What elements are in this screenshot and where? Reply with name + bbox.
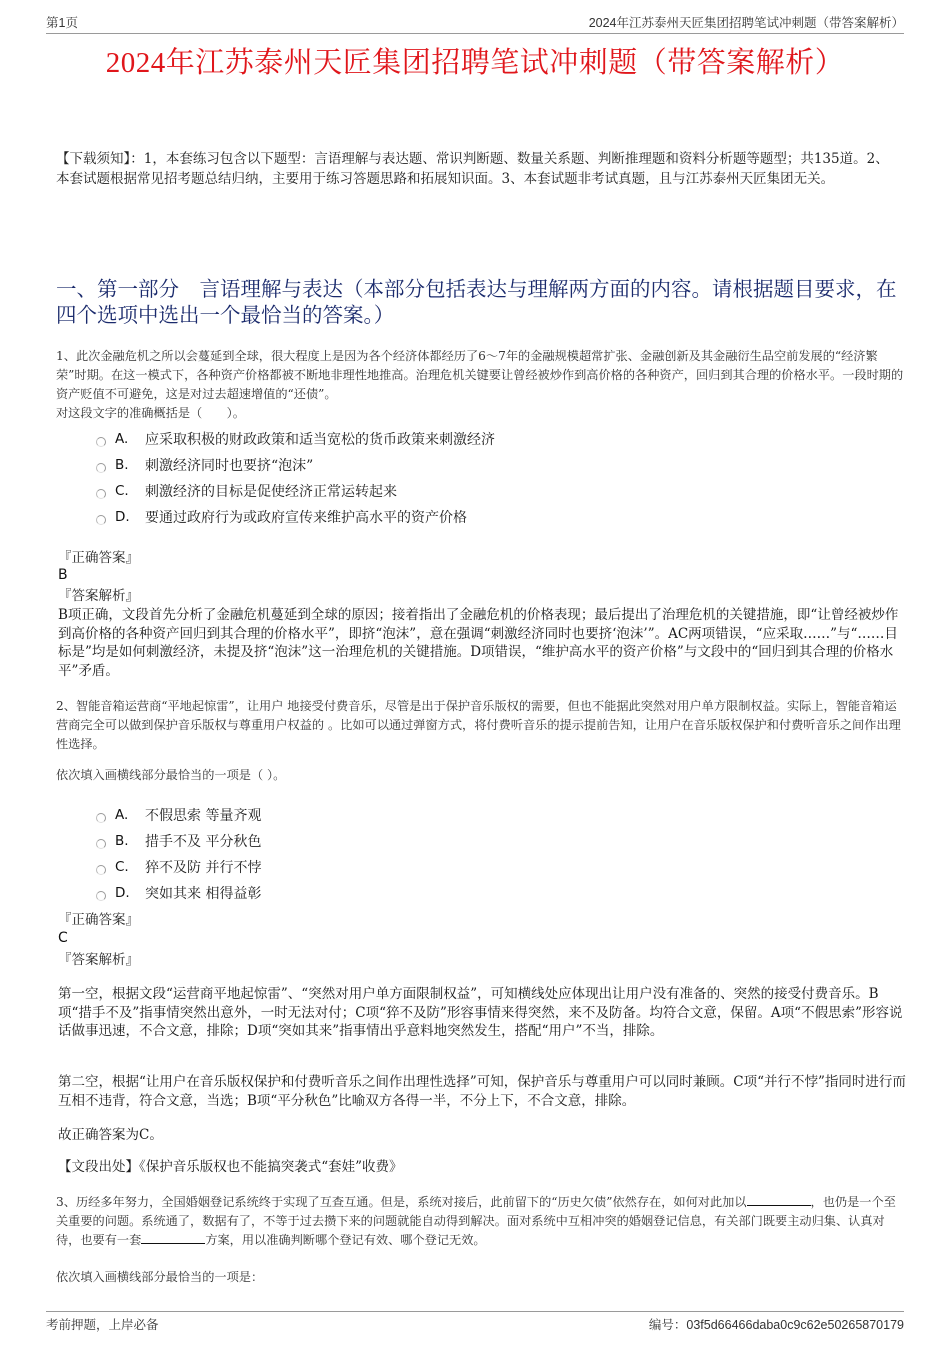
- question-1-options: [96, 426, 495, 530]
- question-2-analysis-para-2: 第二空，根据“让用户在音乐版权保护和付费听音乐之间作出理性选择”可知，保护音乐与尊重用户可以同时兼顾。C项“并行不悖”指同时进行而互相不违背，符合文意，当选；B项“平分秋色”比喻双方各得一半，不分上下，不合文意，排除。: [58, 1074, 906, 1109]
- radio-icon[interactable]: [96, 437, 106, 447]
- question-1-option-c[interactable]: C. 刺激经济的目标是促使经济正常运转起来: [96, 478, 495, 504]
- question-1-option-b[interactable]: B. 刺激经济同时也要挤“泡沫”: [96, 452, 495, 478]
- question-2-answer: C: [58, 930, 68, 946]
- fill-blank-1: [747, 1194, 811, 1206]
- page-footer: [46, 1311, 904, 1335]
- question-1-text: 1、此次金融危机之所以会蔓延到全球，很大程度上是因为各个经济体都经历了6～7年的金融规模超常扩张、金融创新及其金融衍生品空前发展的“经济繁荣”时期。在这一模式下，各种资产价格都被不断地非理性地推高。治理危机关键要让曾经被炒作到高价格的各种资产，回归到其合理的价格水平。一段时期的资产贬值不可避免，这是对过去超速增值的“还债”。: [56, 349, 904, 401]
- document-id: 编号：03f5d66466daba0c9c62e50265870179: [648, 1318, 904, 1332]
- question-1-stem: [56, 347, 906, 423]
- radio-icon[interactable]: [96, 891, 106, 901]
- question-1-prompt: 对这段文字的准确概括是（ ）。: [56, 406, 245, 420]
- question-1-analysis: B项正确，文段首先分析了金融危机蔓延到全球的原因；接着指出了金融危机的价格表现；最后提出了治理危机的关键措施，即“让曾经被炒作到高价格的各种资产回归到其合理的价格水平”，即挤“泡沫”，意在强调“刺激经济同时也要挤‘泡沫’”。AC两项错误，“应采取……”与“……目标是”均是如何刺激经济，未提及挤“泡沫”这一治理危机的关键措施。D项错误，“维护高水平的资产价格”与文段中的“回归到其合理的价格水平”矛盾。: [58, 607, 899, 679]
- question-2-option-c[interactable]: C. 猝不及防 并行不悖: [96, 854, 261, 880]
- question-1-option-a[interactable]: A. 应采取积极的财政政策和适当宽松的货币政策来刺激经济: [96, 426, 495, 452]
- question-2-analysis-label: 『答案解析』: [58, 952, 139, 968]
- question-2-analysis-para-1: 第一空，根据文段“运营商平地起惊雷”、“突然对用户单方面限制权益”，可知横线处应体现出让用户没有准备的、突然的接受付费音乐。B项“措手不及”指事情突然出意外，一时无法对付；C项“猝不及防”形容事情来得突然，来不及防备。均符合文意，保留。A项“不假思索”形容说话做事迅速，不合文意，排除；D项“突如其来”指事情出乎意料地突然发生，搭配“用户”不当，排除。: [58, 986, 903, 1039]
- section-heading: 一、第一部分 言语理解与表达（本部分包括表达与理解两方面的内容。请根据题目要求，在四个选项中选出一个最恰当的答案。）: [56, 277, 897, 327]
- document-title: 2024年江苏泰州天匠集团招聘笔试冲刺题（带答案解析）: [105, 47, 845, 79]
- page-number: 第1页: [46, 16, 78, 30]
- page-header: [46, 14, 904, 34]
- fill-blank-2: [141, 1232, 205, 1244]
- question-2-text: 2、智能音箱运营商“平地起惊雷”，让用户 地接受付费音乐，尽管是出于保护音乐版权的需要，但也不能据此突然对用户单方限制权益。实际上，智能音箱运营商完全可以做到保护音乐版权与尊重用户权益的 。比如可以通过弹窗方式，将付费听音乐的提示提前告知，让用户在音乐版权保护和付费听音乐之间作出理性选择。: [56, 699, 901, 751]
- radio-icon[interactable]: [96, 463, 106, 473]
- radio-icon[interactable]: [96, 489, 106, 499]
- question-1-answer: B: [58, 567, 68, 583]
- download-notice: 【下载须知】：1，本套练习包含以下题型：言语理解与表达题、常识判断题、数量关系题、判断推理题和资料分析题等题型；共135道。2、本套试题根据常见招考题总结归纳，主要用于练习答题思路和拓展知识面。3、本套试题非考试真题，且与江苏泰州天匠集团无关。: [56, 151, 889, 187]
- footer-slogan: 考前押题，上岸必备: [46, 1318, 159, 1332]
- question-2-analysis-conclusion: 故正确答案为C。: [58, 1127, 163, 1143]
- question-2-prompt: 依次填入画横线部分最恰当的一项是（ ）。: [56, 768, 286, 782]
- question-2-correct-answer-label: 『正确答案』: [58, 912, 139, 928]
- question-3-prompt: 依次填入画横线部分最恰当的一项是：: [56, 1270, 264, 1284]
- question-2-option-d[interactable]: D. 突如其来 相得益彰: [96, 880, 261, 906]
- question-2-stem: [56, 697, 906, 754]
- question-3-stem: 3、历经多年努力，全国婚姻登记系统终于实现了互查互通。但是，系统对接后，此前留下的“历史欠债”依然存在，如何对此加以 ，也仍是一个至关重要的问题。系统通了，数据有了，不等于过去攒下来的问题就能自动得到解决。面对系统中互相冲突的婚姻登记信息，有关部门既要主动归集、认真对待，也要有一套 方案，用以准确判断哪个登记有效、哪个登记无效。: [56, 1195, 896, 1247]
- question-1-option-d[interactable]: D. 要通过政府行为或政府宣传来维护高水平的资产价格: [96, 504, 495, 530]
- question-1-analysis-label: 『答案解析』: [58, 588, 139, 604]
- radio-icon[interactable]: [96, 813, 106, 823]
- radio-icon[interactable]: [96, 865, 106, 875]
- question-1-correct-answer-label: 『正确答案』: [58, 550, 139, 566]
- radio-icon[interactable]: [96, 515, 106, 525]
- radio-icon[interactable]: [96, 839, 106, 849]
- question-2-source: 【文段出处】《保护音乐版权也不能搞突袭式“套娃”收费》: [58, 1159, 403, 1175]
- question-2-option-a[interactable]: A. 不假思索 等量齐观: [96, 802, 261, 828]
- question-2-option-b[interactable]: B. 措手不及 平分秋色: [96, 828, 261, 854]
- running-title: 2024年江苏泰州天匠集团招聘笔试冲刺题（带答案解析）: [588, 16, 904, 30]
- question-2-options: [96, 802, 261, 906]
